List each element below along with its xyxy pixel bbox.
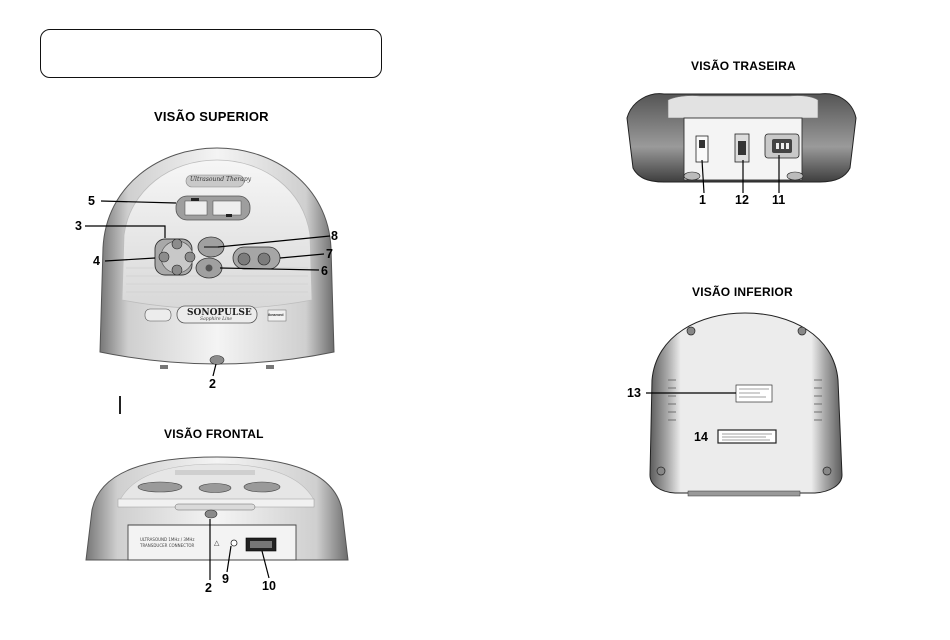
front-view-device xyxy=(86,457,348,580)
callout-11: 11 xyxy=(772,193,786,207)
margin-mark xyxy=(119,396,121,414)
callout-14: 14 xyxy=(694,430,708,444)
callout-6: 6 xyxy=(321,264,328,278)
svg-text:△: △ xyxy=(214,540,220,547)
bottom-view-device xyxy=(646,313,842,496)
heading-top-view: VISÃO SUPERIOR xyxy=(154,109,269,124)
svg-text:TRANSDUCER CONNECTOR: TRANSDUCER CONNECTOR xyxy=(140,543,195,548)
header-frame xyxy=(40,29,382,78)
heading-bottom-view: VISÃO INFERIOR xyxy=(692,285,793,299)
brand-name: SONOPULSE xyxy=(187,308,252,318)
callout-8: 8 xyxy=(331,229,338,243)
maker-badge: ibramed xyxy=(268,312,284,317)
callout-9: 9 xyxy=(222,572,229,586)
svg-text:ULTRASOUND 1MHz / 3MHz: ULTRASOUND 1MHz / 3MHz xyxy=(140,537,195,542)
callout-13: 13 xyxy=(627,386,641,400)
callout-4: 4 xyxy=(93,254,100,268)
heading-rear-view: VISÃO TRASEIRA xyxy=(691,59,796,73)
callout-7: 7 xyxy=(326,247,333,261)
panel-label: Ultrasound Therapy xyxy=(190,176,252,183)
callout-2-front: 2 xyxy=(205,581,212,595)
callout-3: 3 xyxy=(75,219,82,233)
heading-front-view: VISÃO FRONTAL xyxy=(164,427,264,441)
brand-tagline: Sapphire Line xyxy=(200,317,233,322)
rear-view-device xyxy=(627,94,856,193)
callout-1: 1 xyxy=(699,193,706,207)
callout-12: 12 xyxy=(735,193,749,207)
callout-5: 5 xyxy=(88,194,95,208)
callout-2-top: 2 xyxy=(209,377,216,391)
callout-10: 10 xyxy=(262,579,276,593)
